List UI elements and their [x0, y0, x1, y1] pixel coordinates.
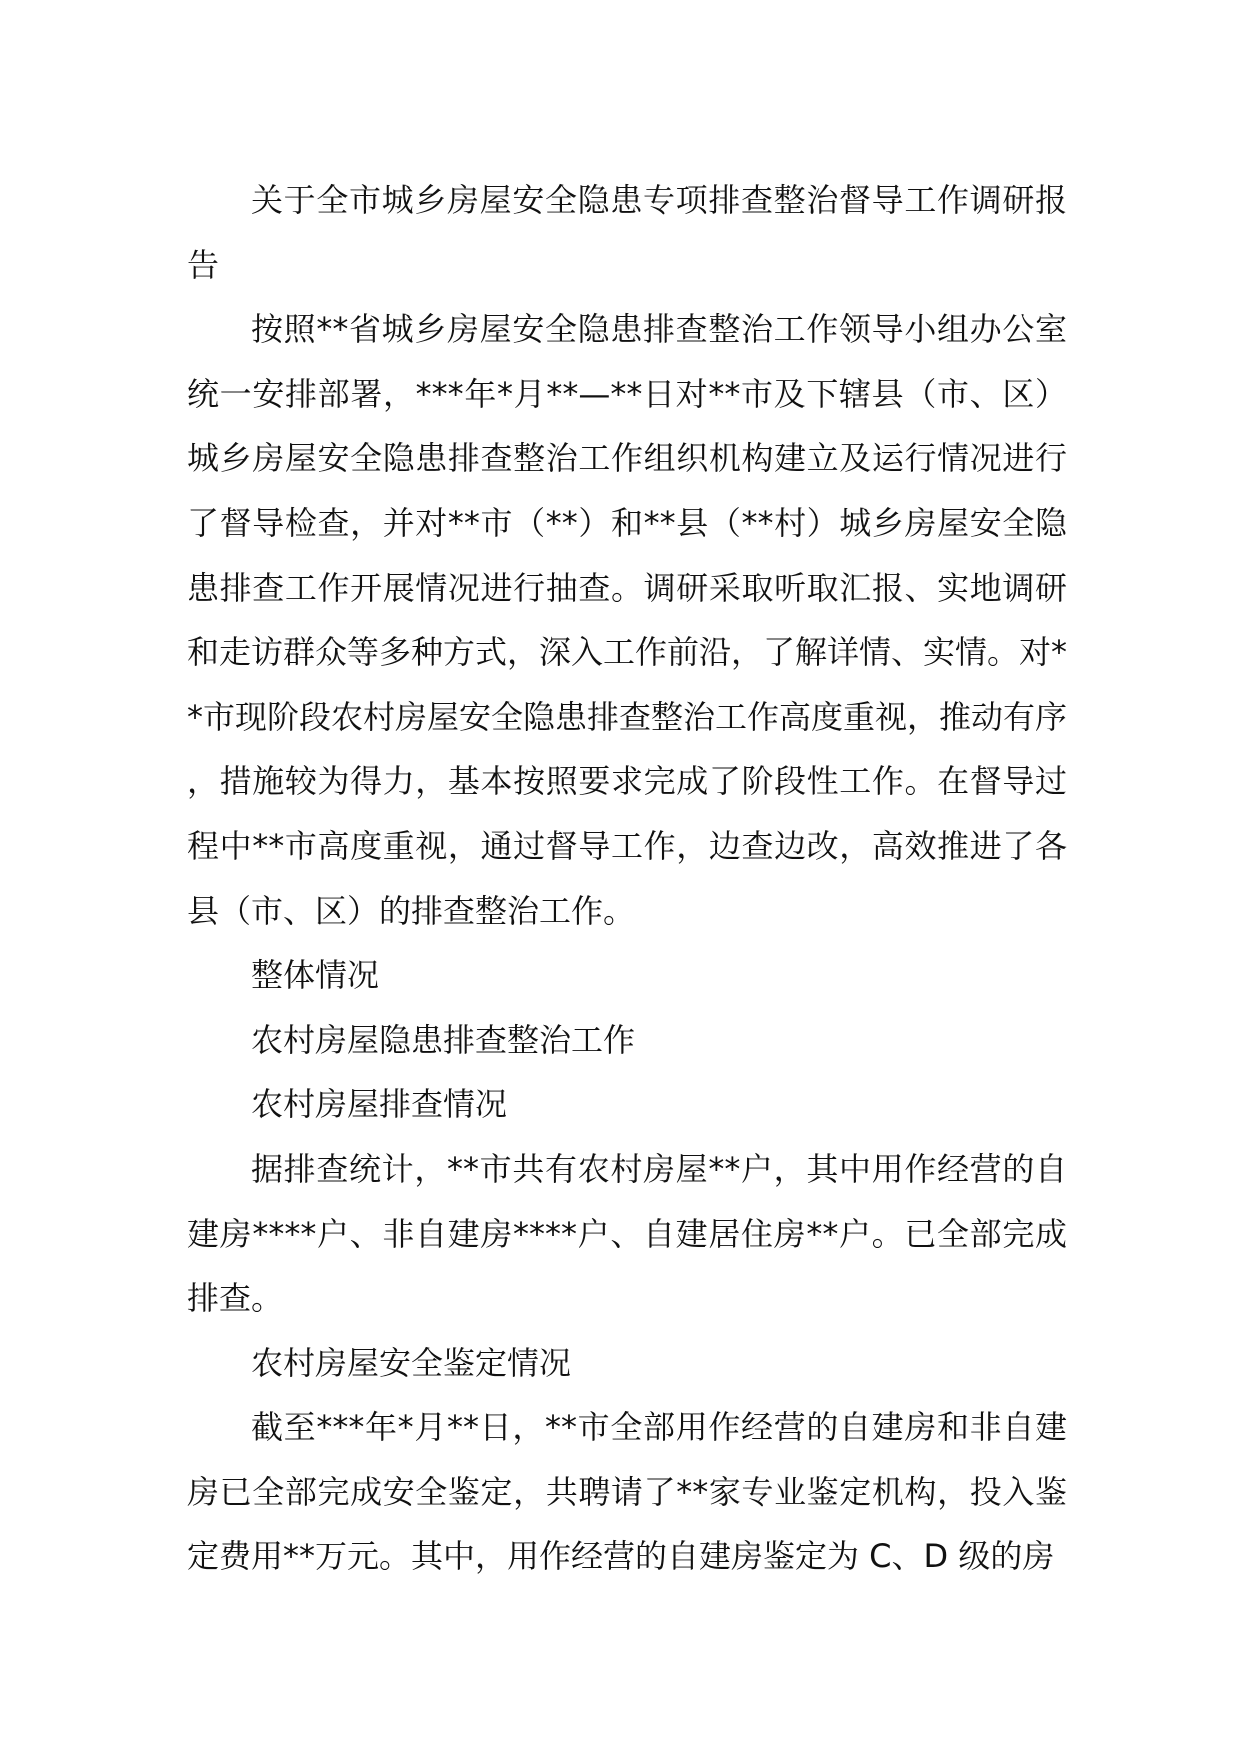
section-heading-rural-housing: 农村房屋隐患排查整治工作 — [251, 1020, 636, 1059]
document-title: 关于全市城乡房屋安全隐患专项排查整治督导工作调研报告 — [187, 181, 1067, 284]
document-body — [187, 168, 1067, 1589]
section-heading-overall: 整体情况 — [251, 956, 380, 995]
section-heading-appraisal: 农村房屋安全鉴定情况 — [251, 1343, 572, 1382]
intro-paragraph: 按照**省城乡房屋安全隐患排查整治工作领导小组办公室统一安排部署，***年*月**—**日对**市及下辖县（市、区）城乡房屋安全隐患排查整治工作组织机构建立及运行情况进行了督导检查，并对**市（**）和**县（**村）城乡房屋安全隐患排查工作开展情况进行抽查。调研采取听取汇报、实地调研和走访群众等多种方式，深入工作前沿，了解详情、实情。对**市现阶段农村房屋安全隐患排查整治工作高度重视，推动有序，措施较为得力，基本按照要求完成了阶段性工作。在督导过程中**市高度重视，通过督导工作，边查边改，高效推进了各县（市、区）的排查整治工作。 — [187, 310, 1068, 930]
section-heading-survey: 农村房屋排查情况 — [251, 1085, 508, 1124]
appraisal-paragraph: 截至***年*月**日，**市全部用作经营的自建房和非自建房已全部完成安全鉴定，共聘请了**家专业鉴定机构，投入鉴定费用**万元。其中，用作经营的自建房鉴定为 C、D 级的房 — [187, 1408, 1067, 1576]
survey-paragraph: 据排查统计，**市共有农村房屋**户，其中用作经营的自建房****户、非自建房****户、自建居住房**户。已全部完成排查。 — [187, 1149, 1067, 1318]
